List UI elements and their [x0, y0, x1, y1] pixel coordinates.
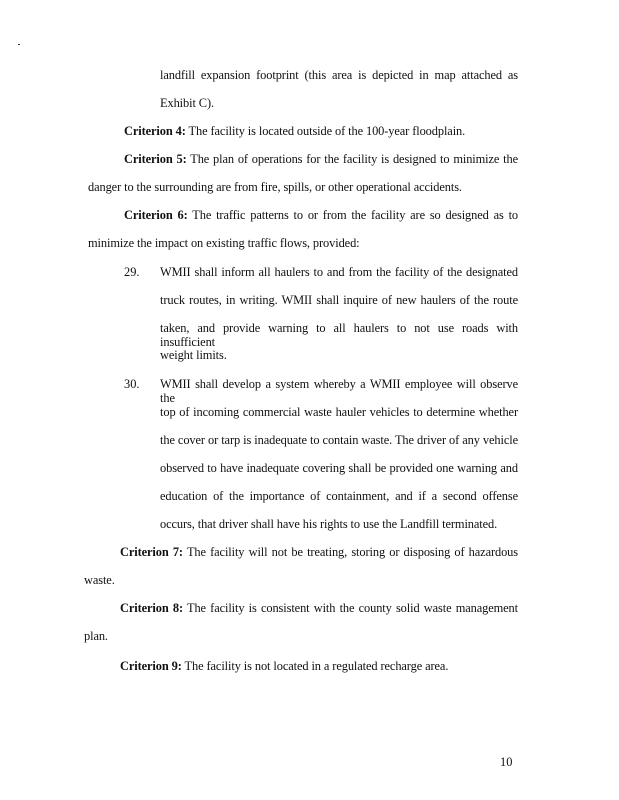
- item-29-line-4: weight limits.: [160, 348, 227, 362]
- criterion-9-text: The facility is not located in a regulated recharge area.: [184, 659, 449, 673]
- criterion-5-label: Criterion 5:: [124, 152, 187, 166]
- item-30-line-1: WMII shall develop a system whereby a WMII employee will observe the: [160, 377, 518, 405]
- criterion-6-label: Criterion 6:: [124, 208, 188, 222]
- criterion-8-label: Criterion 8:: [120, 601, 183, 615]
- item-29-line-1: WMII shall inform all haulers to and from the facility of the designated: [160, 265, 518, 279]
- item-30-line-5: education of the importance of containment, and if a second offense: [160, 489, 518, 503]
- criterion-7-label: Criterion 7:: [120, 545, 183, 559]
- intro-line-2: Exhibit C).: [160, 96, 214, 110]
- criterion-7: [120, 545, 518, 559]
- criterion-9-label: Criterion 9:: [120, 659, 182, 673]
- item-30-line-6: occurs, that driver shall have his rights to use the Landfill terminated.: [160, 517, 498, 531]
- intro-line-1: landfill expansion footprint (this area is depicted in map attached as: [160, 68, 518, 82]
- item-29-line-3: taken, and provide warning to all haulers to not use roads with insufficient: [160, 321, 518, 349]
- item-30-line-3: the cover or tarp is inadequate to contain waste. The driver of any vehicle: [160, 433, 518, 447]
- criterion-4: [124, 124, 465, 138]
- item-30-number: 30.: [124, 377, 140, 391]
- item-30-line-4: observed to have inadequate covering shall be provided one warning and: [160, 461, 518, 475]
- criterion-6: [124, 208, 518, 222]
- criterion-4-text: The facility is located outside of the 100-year floodplain.: [188, 124, 466, 138]
- criterion-6-continuation: minimize the impact on existing traffic flows, provided:: [88, 236, 360, 250]
- criterion-7-continuation: waste.: [84, 573, 115, 587]
- page-number: 10: [500, 755, 513, 769]
- criterion-9: [120, 659, 448, 673]
- criterion-8-continuation: plan.: [84, 629, 108, 643]
- scan-speck: [18, 44, 20, 45]
- criterion-4-label: Criterion 4:: [124, 124, 186, 138]
- item-29-line-2: truck routes, in writing. WMII shall inquire of new haulers of the route: [160, 293, 518, 307]
- criterion-8-text: The facility is consistent with the county solid waste management: [186, 601, 518, 615]
- criterion-5-text: The plan of operations for the facility is designed to minimize the: [190, 152, 518, 166]
- criterion-5-continuation: danger to the surrounding are from fire, spills, or other operational accidents.: [88, 180, 462, 194]
- criterion-8: [120, 601, 518, 615]
- criterion-6-text: The traffic patterns to or from the facility are so designed as to: [192, 208, 519, 222]
- criterion-7-text: The facility will not be treating, storing or disposing of hazardous: [186, 545, 519, 559]
- item-30-line-2: top of incoming commercial waste hauler vehicles to determine whether: [160, 405, 518, 419]
- criterion-5: [124, 152, 518, 166]
- item-29-number: 29.: [124, 265, 140, 279]
